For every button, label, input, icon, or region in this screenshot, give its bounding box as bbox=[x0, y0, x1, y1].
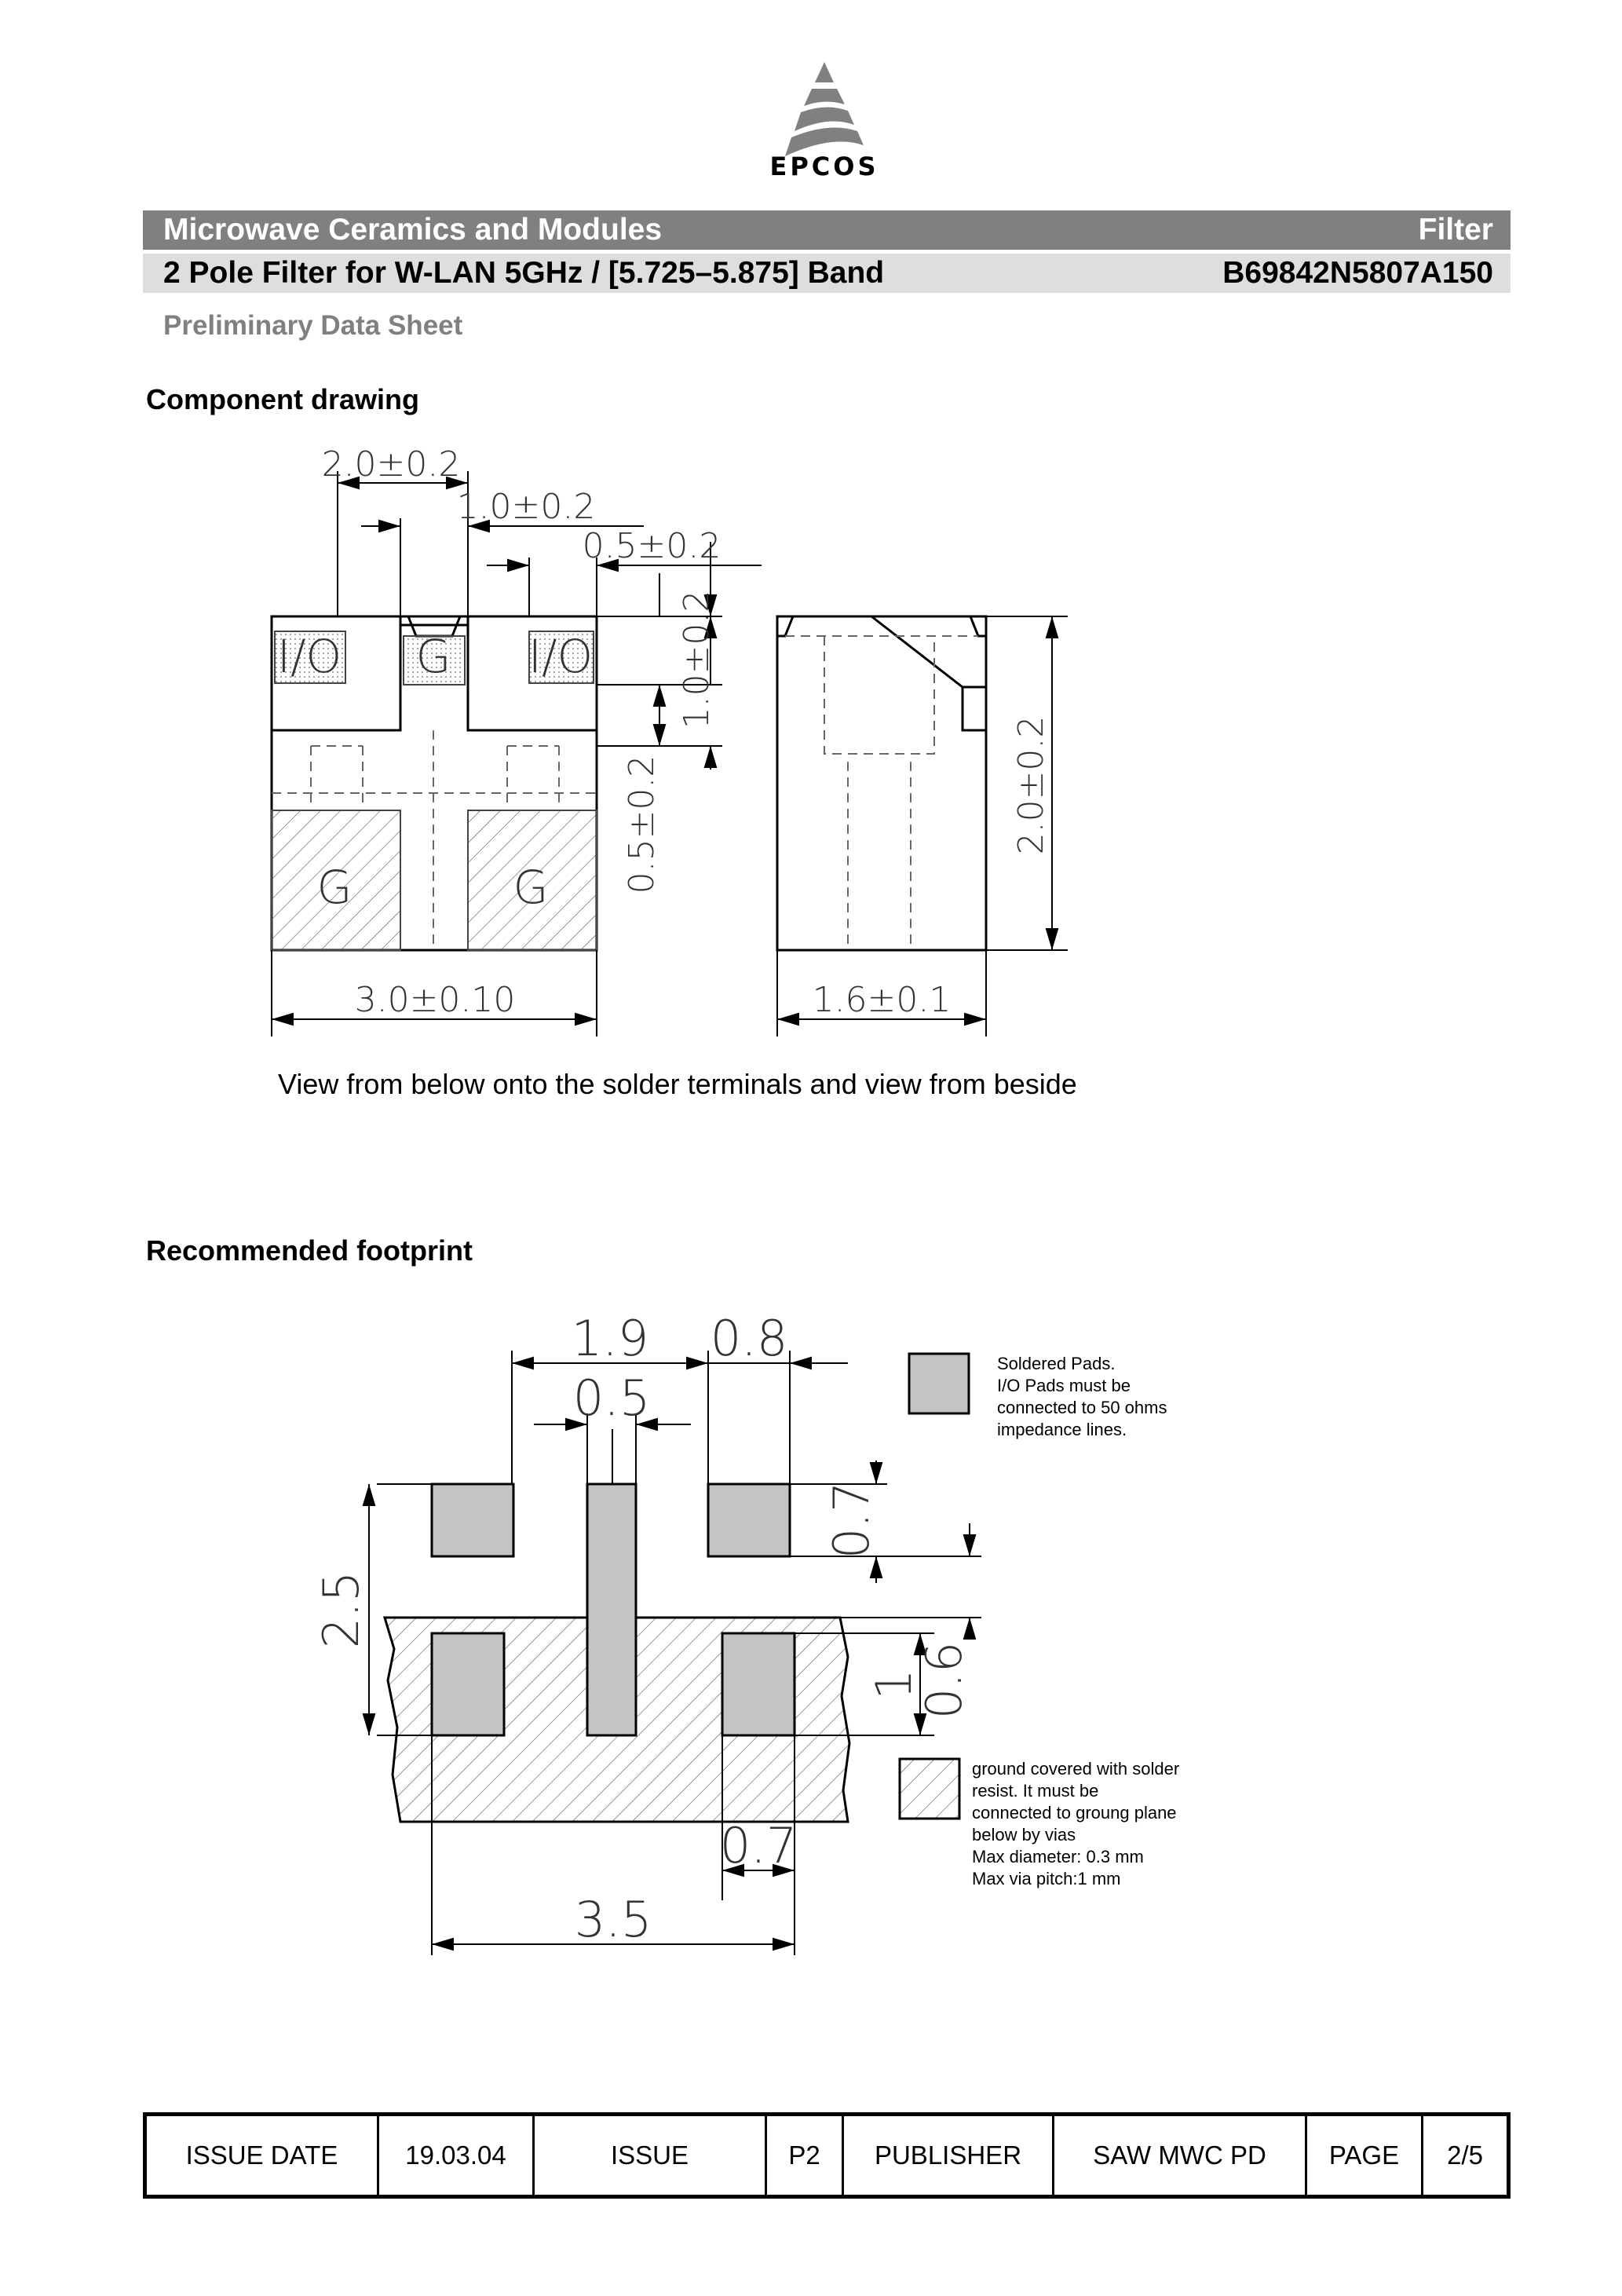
footer-table bbox=[143, 2112, 1511, 2199]
g-label-right: G bbox=[513, 861, 549, 914]
footprint-heading: Recommended footprint bbox=[146, 1234, 473, 1267]
dim-0-6: 0.6 bbox=[915, 1641, 973, 1720]
component-drawing bbox=[251, 440, 1083, 1036]
epcos-logo bbox=[754, 59, 895, 185]
page-label: PAGE bbox=[1307, 2116, 1423, 2195]
dim-0-5: 0.5 bbox=[572, 1369, 651, 1427]
dim-0-8: 0.8 bbox=[710, 1310, 788, 1367]
issue-date-label: ISSUE DATE bbox=[147, 2116, 379, 2195]
category-title: Microwave Ceramics and Modules bbox=[163, 213, 663, 247]
dim-gap-height: 0.5±0.2 bbox=[622, 755, 662, 894]
io-label-right: I/O bbox=[528, 630, 594, 683]
dim-0-7-bottom: 0.7 bbox=[719, 1817, 798, 1874]
dim-side-width: 1.6±0.1 bbox=[812, 980, 952, 1020]
g-label-top: G bbox=[415, 630, 451, 683]
dim-body-width: 3.0±0.10 bbox=[354, 980, 516, 1020]
dim-2-5: 2.5 bbox=[312, 1570, 370, 1649]
dim-gap-width: 0.5±0.2 bbox=[582, 526, 721, 566]
part-number: B69842N5807A150 bbox=[1222, 256, 1493, 290]
issue-label: ISSUE bbox=[535, 2116, 767, 2195]
category-band bbox=[143, 210, 1511, 250]
dim-pad-width: 1.0±0.2 bbox=[456, 487, 596, 527]
dim-0-7-top: 0.7 bbox=[823, 1481, 880, 1559]
product-title: 2 Pole Filter for W-LAN 5GHz / [5.725–5.875] Band bbox=[163, 256, 885, 290]
legend-ground-text: ground covered with solder resist. It must be connected to groung plane below by vias Max diameter: 0.3 mm Max via pitch:1 mm bbox=[972, 1759, 1180, 1888]
dim-1: 1 bbox=[865, 1669, 922, 1700]
legend-pad-text: Soldered Pads. I/O Pads must be connected to 50 ohms impedance lines. bbox=[997, 1354, 1167, 1439]
publisher-value: SAW MWC PD bbox=[1054, 2116, 1307, 2195]
dim-pad-height: 1.0±0.2 bbox=[677, 590, 717, 729]
g-label-left: G bbox=[316, 861, 353, 914]
legend-ground-swatch bbox=[900, 1759, 959, 1819]
product-type: Filter bbox=[1418, 213, 1493, 247]
page-value: 2/5 bbox=[1447, 2141, 1483, 2170]
component-drawing-heading: Component drawing bbox=[146, 383, 419, 415]
dim-1-9: 1.9 bbox=[571, 1310, 649, 1367]
issue-date-value: 19.03.04 bbox=[379, 2116, 535, 2195]
dim-side-height: 2.0±0.2 bbox=[1011, 715, 1051, 855]
dim-top-width: 2.0±0.2 bbox=[321, 444, 461, 484]
dim-3-5: 3.5 bbox=[574, 1891, 652, 1948]
issue-value: P2 bbox=[767, 2116, 844, 2195]
legend-pad-swatch bbox=[909, 1354, 969, 1413]
product-band bbox=[143, 254, 1511, 293]
io-label-left: I/O bbox=[276, 630, 342, 683]
footprint-drawing bbox=[306, 1288, 1256, 1963]
publisher-label: PUBLISHER bbox=[844, 2116, 1054, 2195]
logo-text: EPCOS bbox=[769, 152, 879, 181]
drawing-caption: View from below onto the solder terminals and view from beside bbox=[278, 1068, 1077, 1100]
document-status: Preliminary Data Sheet bbox=[163, 310, 463, 341]
